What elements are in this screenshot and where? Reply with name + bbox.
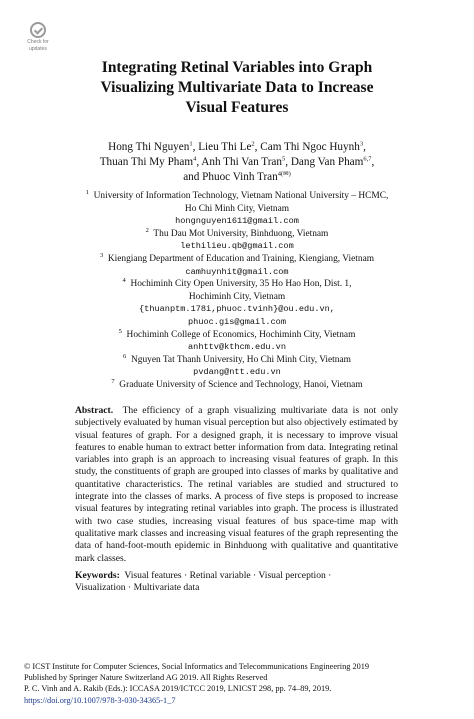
author-name: , Dang Van Pham bbox=[285, 156, 364, 168]
author-name: , Cam Thi Ngoc Huynh bbox=[254, 141, 360, 153]
author-separator: , bbox=[363, 141, 366, 153]
author-name: Thuan Thi My Pham bbox=[99, 156, 194, 168]
author-separator: , bbox=[371, 156, 375, 168]
email-link[interactable]: {thuanptm.178i,phuoc.tvinh}@ou.edu.vn, bbox=[139, 304, 335, 315]
affiliation-text: Ho Chi Minh City, Vietnam bbox=[184, 203, 290, 214]
email-link[interactable]: hongnguyen1611@gmail.com bbox=[175, 216, 299, 227]
keywords-text: Visualization · Multivariate data bbox=[75, 582, 200, 594]
abstract-label: Abstract. bbox=[75, 405, 114, 416]
author-line-3 bbox=[0, 170, 474, 185]
affiliation-text: University of Information Technology, Vietnam National University – HCMC, bbox=[93, 191, 389, 201]
email-link[interactable]: anhttv@kthcm.edu.vn bbox=[188, 342, 286, 353]
affiliation-text: Graduate University of Science and Technology, Hanoi, Vietnam bbox=[119, 379, 363, 390]
author-name: Hong Thi Nguyen bbox=[108, 141, 190, 153]
copyright-footer bbox=[24, 661, 454, 706]
affiliation-text: Hochiminh City, Vietnam bbox=[188, 291, 286, 302]
email-link[interactable]: phuoc.gis@gmail.com bbox=[188, 316, 286, 327]
author-affiliation-number: 4 bbox=[193, 155, 197, 163]
affiliation-number: 2 bbox=[145, 226, 149, 234]
author-name: , Lieu Thi Le bbox=[192, 141, 252, 153]
affiliation-1 bbox=[0, 190, 474, 228]
affiliation-6 bbox=[0, 354, 474, 379]
email-link[interactable]: pvdang@ntt.edu.vn bbox=[193, 367, 281, 378]
affiliation-3 bbox=[0, 253, 474, 278]
email-link[interactable]: lethilieu.qb@gmail.com bbox=[180, 241, 294, 252]
copyright-line: © ICST Institute for Computer Sciences, Social Informatics and Telecommunications Engineering 2019 bbox=[24, 662, 370, 671]
checkmark-icon bbox=[30, 22, 46, 38]
abstract bbox=[75, 405, 398, 565]
author-affiliation-number: 3 bbox=[359, 140, 364, 148]
keywords-label: Keywords: bbox=[75, 570, 120, 581]
corresponding-author-mark: 4(✉) bbox=[277, 170, 291, 178]
affiliation-text: Hochiminh College of Economics, Hochiminh City, Vietnam bbox=[126, 329, 356, 340]
author-name: and Phuoc Vinh Tran bbox=[183, 171, 278, 183]
badge-line-1: Check for bbox=[27, 39, 49, 45]
doi-link[interactable]: https://doi.org/10.1007/978-3-030-34365-1_7 bbox=[24, 695, 176, 705]
affiliation-text: Thu Dau Mot University, Binhduong, Vietnam bbox=[153, 228, 329, 239]
title-line-2: Visualizing Multivariate Data to Increase bbox=[100, 79, 374, 96]
paper-title bbox=[0, 58, 474, 118]
affiliation-number: 1 bbox=[85, 188, 89, 196]
author-line-1 bbox=[0, 140, 474, 155]
affiliation-number: 5 bbox=[118, 327, 122, 335]
title-line-3: Visual Features bbox=[185, 99, 289, 116]
citation-line: P. C. Vinh and A. Rakib (Eds.): ICCASA 2019/ICTCC 2019, LNICST 298, pp. 74–89, 2019. bbox=[24, 684, 332, 694]
author-name: , Anh Thi Van Tran bbox=[196, 156, 282, 168]
publisher-line: Published by Springer Nature Switzerland AG 2019. All Rights Reserved bbox=[24, 673, 268, 683]
affiliation-text: Hochiminh City Open University, 35 Ho Hao Hon, Dist. 1, bbox=[130, 279, 352, 290]
email-link[interactable]: camhuynhit@gmail.com bbox=[185, 266, 289, 277]
affiliation-number: 3 bbox=[99, 251, 104, 259]
affiliation-number: 4 bbox=[122, 277, 126, 285]
affiliation-2 bbox=[0, 228, 474, 253]
abstract-text: The efficiency of a graph visualizing multivariate data is not only subjectively evaluated by human visual perception but also objectively estimated by visual features of graph. For a designed graph, it is necessary to improve visual features to enable human to extract better information from data. Integrating retinal variables into graph is an approach to increasing visual features of graph. In this study, the constituents of graph are grouped into classes of marks by qualitative and quantitative characteristics. The retinal variables are studied and structured to integrate into the classes of marks. A process of five steps is proposed to increase visual features by integrating retinal variables into graph. The process is illustrated with two case studies, increasing visual features of bus space-time map with qualitative mark classes and increasing visual features of the graph representing the data of hand-foot-mouth epidemic in Binhduong with qualitative and quantitative mark classes. bbox=[75, 405, 399, 564]
affiliation-text: Nguyen Tat Thanh University, Ho Chi Minh City, Vietnam bbox=[130, 354, 351, 365]
affiliations bbox=[0, 190, 474, 392]
affiliation-4 bbox=[0, 278, 474, 328]
author-list bbox=[0, 140, 474, 185]
author-affiliation-number: 2 bbox=[251, 140, 255, 148]
keywords bbox=[75, 570, 398, 595]
badge-line-2: updates bbox=[29, 46, 47, 52]
author-affiliation-number: 1 bbox=[189, 140, 193, 148]
affiliation-number: 6 bbox=[123, 352, 127, 360]
affiliation-text: Kiengiang Department of Education and Training, Kiengiang, Vietnam bbox=[107, 253, 375, 264]
affiliation-7 bbox=[0, 379, 474, 392]
affiliation-5 bbox=[0, 329, 474, 354]
affiliation-number: 7 bbox=[111, 377, 115, 385]
author-affiliation-number: 6,7 bbox=[363, 155, 372, 163]
title-line-1: Integrating Retinal Variables into Graph bbox=[101, 59, 373, 76]
keywords-text: Visual features · Retinal variable · Visual perception · bbox=[124, 570, 332, 581]
author-affiliation-number: 5 bbox=[282, 155, 286, 163]
check-for-updates-badge[interactable] bbox=[24, 22, 52, 56]
author-line-2 bbox=[0, 155, 474, 170]
